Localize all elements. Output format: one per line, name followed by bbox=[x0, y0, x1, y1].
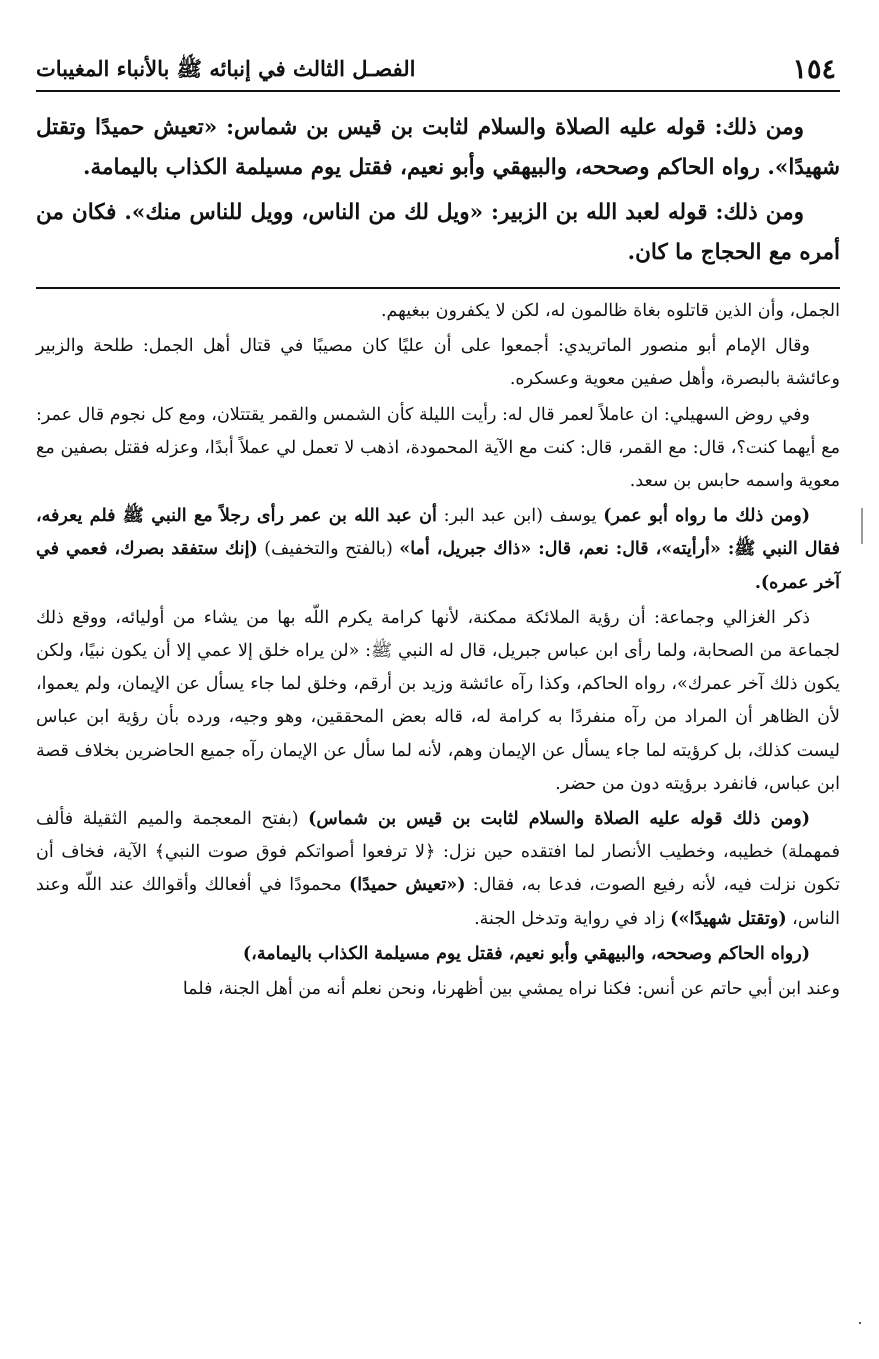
note-4-text-2: (بالفتح والتخفيف) bbox=[257, 539, 400, 560]
note-paragraph-2: وقال الإمام أبو منصور الماتريدي: أجمعوا على أن عليًا كان مصيبًا في قتال أهل الجمل: طلحة والزبير وعائشة بالبصرة، وأهل صفين معوية وعسكره. bbox=[36, 336, 840, 390]
note-7-bold: (رواه الحاكم وصححه، والبيهقي وأبو نعيم، فقتل يوم مسيلمة الكذاب باليمامة،) bbox=[242, 943, 810, 964]
chapter-title: الفصـل الثالث في إنبائه ﷺ بالأنباء المغيبات bbox=[36, 56, 416, 81]
main-paragraph-1: ومن ذلك: قوله عليه الصلاة والسلام لثابت بن قيس بن شماس: «تعيش حميدًا وتقتل شهيدًا». رواه الحاكم وصححه، والبيهقي وأبو نعيم، فقتل يوم مسيلمة الكذاب باليمامة. bbox=[36, 115, 840, 180]
scan-speck bbox=[859, 1322, 861, 1324]
commentary bbox=[36, 295, 840, 1006]
note-paragraph-5: ذكر الغزالي وجماعة: أن رؤية الملائكة ممكنة، لأنها كرامة يكرم اللّه بها من يشاء من أوليائه، ووقع ذلك لجماعة من الصحابة، ولما رأى ابن عباس جبريل، قال له النبي ﷺ: «لن يراه خلق إلا عمي إلا أن يكون نبيًا، ولكن يكون ذلك آخر عمرك»، رواه الحاكم، وكذا رآه عائشة وزيد بن أرقم، وخلق لما جاء يسأل عن الإيمان، ولم يعموا، لأن الظاهر أن المراد من رآه منفردًا به كرامة له، قاله بعض المحققين، وهو وجيه، ورده بأن رؤية ابن عباس ليست كذلك، بل كرؤيته لما جاء يسأل عن الإيمان وهم، لأنه لما سأل عن الإيمان رآه جميع الحاضرين بخلاف قصة ابن عباس، فانفرد برؤيته دون من حضر. bbox=[36, 607, 840, 794]
page-number: ١٥٤ bbox=[792, 54, 836, 85]
footnote-divider bbox=[36, 287, 840, 289]
note-4-bold-2: أن عبد الله بن عمر رأى رجلاً مع النبي ﷺ فلم يعرفه، فقال النبي ﷺ: «أرأيته»، قال: نعم، قال: «ذاك جبريل، أما» bbox=[36, 506, 840, 560]
note-paragraph-7 bbox=[36, 938, 840, 971]
note-6-bold-2: («تعيش حميدًا) bbox=[348, 875, 466, 896]
note-paragraph-6 bbox=[36, 803, 840, 936]
book-page bbox=[36, 50, 840, 1008]
margin-mark bbox=[861, 508, 863, 544]
note-6-bold-3: (وتقتل شهيدًا») bbox=[670, 908, 787, 929]
note-6-bold-1: (ومن ذلك قوله عليه الصلاة والسلام لثابت بن قيس بن شماس) bbox=[308, 809, 810, 830]
note-paragraph-4 bbox=[36, 500, 840, 600]
note-4-text-1: يوسف (ابن عبد البر: bbox=[436, 506, 604, 527]
note-4-bold-1: (ومن ذلك ما رواه أبو عمر) bbox=[603, 506, 810, 527]
main-paragraph-2: ومن ذلك: قوله لعبد الله بن الزبير: «ويل لك من الناس، وويل للناس منك». فكان من أمره مع الحجاج ما كان. bbox=[36, 200, 840, 265]
note-4-bold-3: (إنك ستفقد بصرك، فعمي في آخر عمره). bbox=[36, 539, 840, 593]
page-header bbox=[36, 50, 840, 92]
note-paragraph-3: وفي روض السهيلي: ان عاملاً لعمر قال له: رأيت الليلة كأن الشمس والقمر يقتتلان، ومع كل نجوم قال عمر: مع أيهما كنت؟، قال: مع القمر، قال: كنت مع الآية المحمودة، اذهب لا تعمل لي عملاً أبدًا، وعزله فقتل بصفين مع معوية واسمه حابس بن سعد. bbox=[36, 404, 840, 492]
note-6-text-2: محمودًا في أفعالك وأقوالك عند اللّه وعند الناس، bbox=[36, 875, 840, 929]
note-6-text-3: زاد في رواية وتدخل الجنة. bbox=[474, 908, 671, 929]
note-6-text-1: (بفتح المعجمة والميم الثقيلة فألف فمهملة) خطيبه، وخطيب الأنصار لما افتقده حين نزل: ﴿لا ترفعوا أصواتكم فوق صوت النبي﴾ الآية، فخاف أن تكون نزلت فيه، لأنه رفيع الصوت، فدعا به، فقال: bbox=[36, 809, 840, 896]
note-paragraph-8: وعند ابن أبي حاتم عن أنس: فكنا نراه يمشي بين أظهرنا، ونحن نعلم أنه من أهل الجنة، فلما bbox=[182, 979, 840, 1000]
main-text bbox=[36, 108, 840, 273]
note-paragraph-1: الجمل، وأن الذين قاتلوه بغاة ظالمون له، لكن لا يكفرون ببغيهم. bbox=[380, 301, 840, 321]
